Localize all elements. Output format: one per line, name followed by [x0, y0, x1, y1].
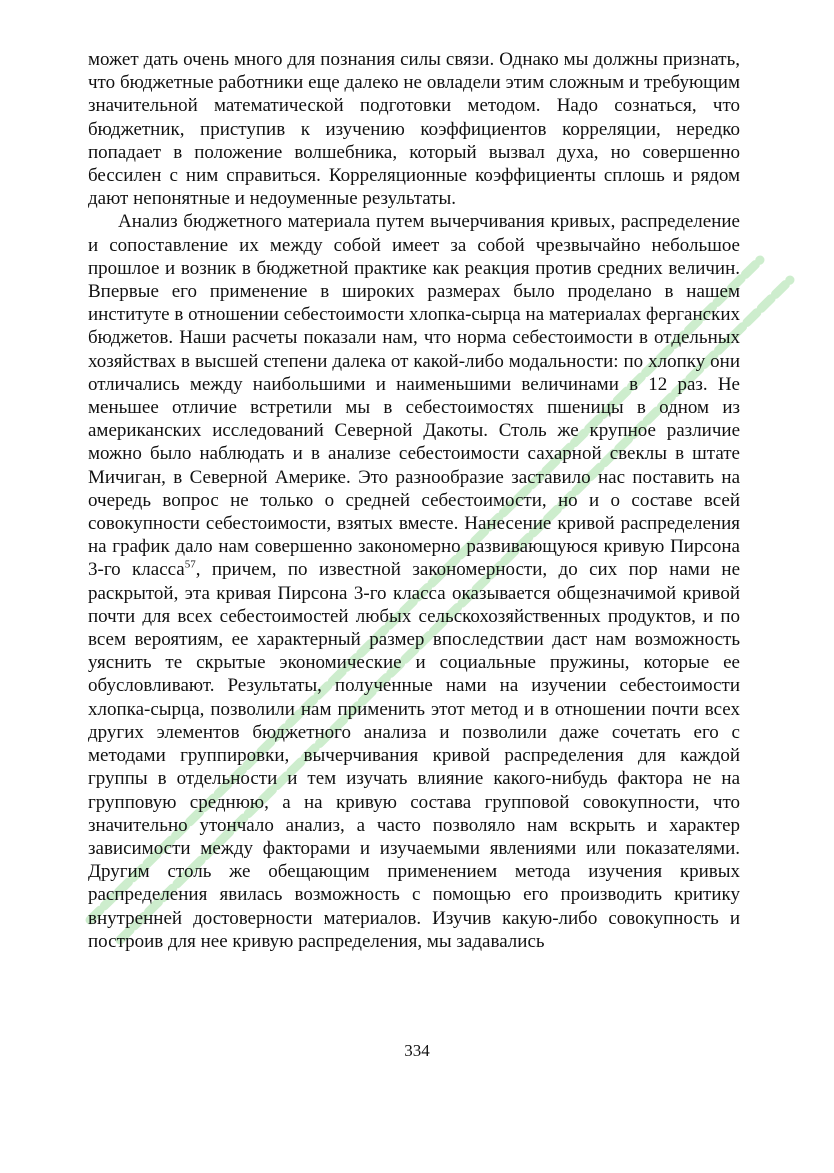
body-text — [88, 48, 740, 953]
paragraph-2-text-end: , причем, по известной закономерности, до сих пор нами не раскрытой, эта кривая Пирсона 3-го класса оказывается общезначимой кривой почти для всех себестоимостей любых сельскохозяйственных продуктов, и по всем вероятиям, ее характерный размер впоследствии даст нам возможность уяснить те скрытые экономические и социальные пружины, которые ее обусловливают. Результаты, полученные нами на изучении себестоимости хлопка-сырца, позволили нам применить этот метод и в отношении почти всех других элементов бюджетного анализа и позволили даже сочетать его с методами группировки, вычерчивания кривой распределения для каждой группы в отдельности и тем изучать влияние какого-нибудь фактора не на групповую среднюю, а на кривую состава групповой совокупности, что значительно утончало анализ, а часто позволяло нам вскрыть и характер зависимости между факторами и изучаемыми явлениями или показателями. Другим столь же обещающим применением метода изучения кривых распределения явилась возможность с помощью его производить критику внутренней достоверности материалов. Изучив какую-либо совокупность и построив для нее кривую распределения, мы задавались — [88, 559, 740, 952]
page-number: 334 — [404, 1041, 430, 1060]
paragraph-2 — [88, 210, 740, 953]
paragraph-2-text-start: Анализ бюджетного материала путем вычерчивания кривых, распределение и сопоставление их между собой имеет за собой чрезвычайно небольшое прошлое и возник в бюджетной практике как реакция против средних величин. Впервые его применение в широких размерах было проделано в нашем институте в отношении себестоимости хлопка-сырца на материалах ферганских бюджетов. Наши расчеты показали нам, что норма себестоимости в отдельных хозяйствах в высшей степени далека от какой-либо модальности: по хлопку они отличались между наибольшими и наименьшими величинами в 12 раз. Не меньшее отличие встретили мы в себестоимостях пшеницы в одном из американских исследований Северной Дакоты. Столь же крупное различие можно было наблюдать и в анализе себестоимости сахарной свеклы в штате Мичиган, в Северной Америке. Это разнообразие заставило нас поставить на очередь вопрос не только о средней себестоимости, но и о составе всей совокупности себестоимости, взятых вместе. Нанесение кривой распределения на график дало нам совершенно закономерно развивающуюся кривую Пирсона 3-го класса — [88, 211, 740, 581]
paragraph-1: может дать очень много для познания силы связи. Однако мы должны признать, что бюджетные работники еще далеко не овладели этим сложным и требующим значительной математической подготовки методом. Надо сознаться, что бюджетник, приступив к изучению коэффициентов корреляции, нередко попадает в положение волшебника, который вызвал духа, но совершенно бессилен с ним справиться. Корреляционные коэффициенты сплошь и рядом дают непонятные и недоуменные результаты. — [88, 49, 740, 210]
footnote-reference: 57 — [184, 559, 196, 572]
